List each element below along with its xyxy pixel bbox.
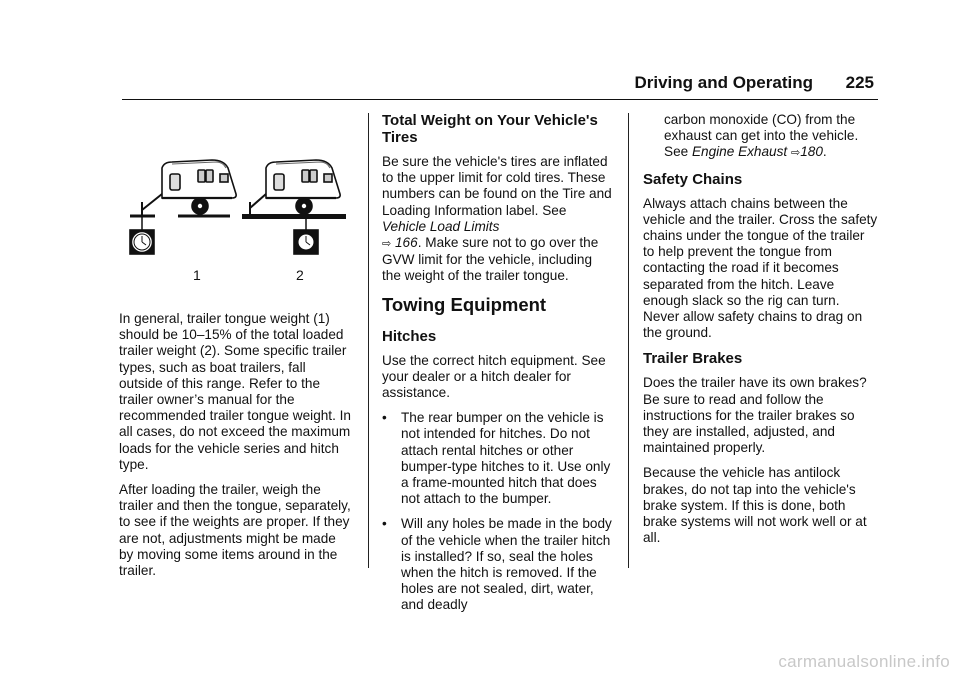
hitch-bullet-list bbox=[382, 410, 614, 613]
trailer-total-weighing bbox=[242, 160, 346, 254]
page-ref-180[interactable]: 180 bbox=[800, 144, 823, 160]
exhaust-end: . bbox=[822, 144, 827, 160]
column-right bbox=[643, 112, 879, 555]
trailer-brakes-heading: Trailer Brakes bbox=[643, 350, 743, 368]
trailer-weight-illustration bbox=[120, 150, 360, 290]
hitch-equipment-paragraph: Use the correct hitch equipment. See your dealer or a hitch dealer for assistance. bbox=[382, 352, 606, 401]
watermark: carmanualsonline.info bbox=[778, 652, 950, 671]
safety-chains-paragraph: Always attach chains between the vehicle and the trailer. Cross the safety chains under the tongue of the trailer to help prevent the tongue from contacting the road if it becomes separated from the hitch. Leave enough slack so the rig can turn. Never allow safety chains to drag on the ground. bbox=[643, 195, 878, 341]
towing-equipment-heading: Towing Equipment bbox=[382, 293, 547, 315]
page-ref-166[interactable]: 166 bbox=[395, 235, 418, 251]
list-item bbox=[382, 516, 614, 613]
vehicle-load-limits-link[interactable]: Vehicle Load Limits bbox=[382, 218, 500, 234]
weigh-trailer-paragraph: After loading the trailer, weigh the trailer and then the tongue, separately, to see if the weights are proper. If they are not, adjustments might be made by moving some items around in the trailer. bbox=[119, 482, 351, 579]
column-divider-left bbox=[368, 113, 369, 568]
column-divider-right bbox=[628, 113, 629, 568]
header-rule bbox=[122, 99, 878, 100]
safety-chains-heading: Safety Chains bbox=[643, 170, 743, 188]
exhaust-text: carbon monoxide (CO) from the exhaust can get into the vehicle. See bbox=[664, 112, 859, 160]
column-left bbox=[119, 311, 351, 588]
figure-label-1: 1 bbox=[193, 267, 201, 283]
total-weight-heading: Total Weight on Your Vehicle's Tires bbox=[382, 112, 598, 146]
page-ref-arrow-icon: ⇨ bbox=[382, 238, 392, 251]
column-middle bbox=[382, 112, 614, 623]
tire-inflation-paragraph bbox=[382, 154, 614, 285]
bullet-text: Will any holes be made in the body of the vehicle when the trailer hitch is installed? If so, seal the holes when the hitch is removed. If the holes are not sealed, dirt, water, and deadly bbox=[401, 516, 612, 613]
exhaust-continuation-paragraph bbox=[643, 112, 879, 162]
page-number: 225 bbox=[845, 73, 874, 92]
engine-exhaust-link[interactable]: Engine Exhaust bbox=[691, 144, 788, 160]
gvw-limit-text: . Make sure not to go over the GVW limit for the vehicle, including the weight of the trailer tongue. bbox=[382, 235, 599, 284]
trailer-weight-figure bbox=[120, 150, 360, 290]
bullet-icon: • bbox=[382, 516, 387, 532]
tire-inflation-text: Be sure the vehicle's tires are inflated to the upper limit for cold tires. These numbers can be found on the Tire and Loading Information label. See bbox=[382, 154, 612, 218]
trailer-brakes-paragraph-1: Does the trailer have its own brakes? Be sure to read and follow the instructions for the trailer brakes so they are installed, adjusted, and maintained properly. bbox=[643, 375, 867, 456]
figure-label-2: 2 bbox=[296, 267, 304, 283]
hitches-heading: Hitches bbox=[382, 327, 437, 345]
trailer-tongue-weighing bbox=[130, 160, 236, 254]
trailer-brakes-paragraph-2: Because the vehicle has antilock brakes, do not tap into the vehicle's brake system. If this is done, both brake systems will not work well or at all. bbox=[643, 465, 867, 546]
bullet-icon: • bbox=[382, 410, 387, 426]
tongue-weight-paragraph: In general, trailer tongue weight (1) should be 10–15% of the total loaded trailer weight (2). Some specific trailer types, such as boat trailers, fall outside of this range. Refer to the trailer owner’s manual for the recommended trailer tongue weight. In all cases, do not exceed the maximum loads for the vehicle series and hitch type. bbox=[119, 311, 351, 472]
list-item bbox=[382, 410, 614, 507]
section-title: Driving and Operating bbox=[634, 73, 813, 92]
bullet-text: The rear bumper on the vehicle is not intended for hitches. Do not attach rental hitches or other bumper-type hitches to it. Use only a frame-mounted hitch that does not attach to the bumper. bbox=[401, 410, 611, 507]
page-ref-arrow-icon: ⇨ bbox=[790, 147, 801, 160]
